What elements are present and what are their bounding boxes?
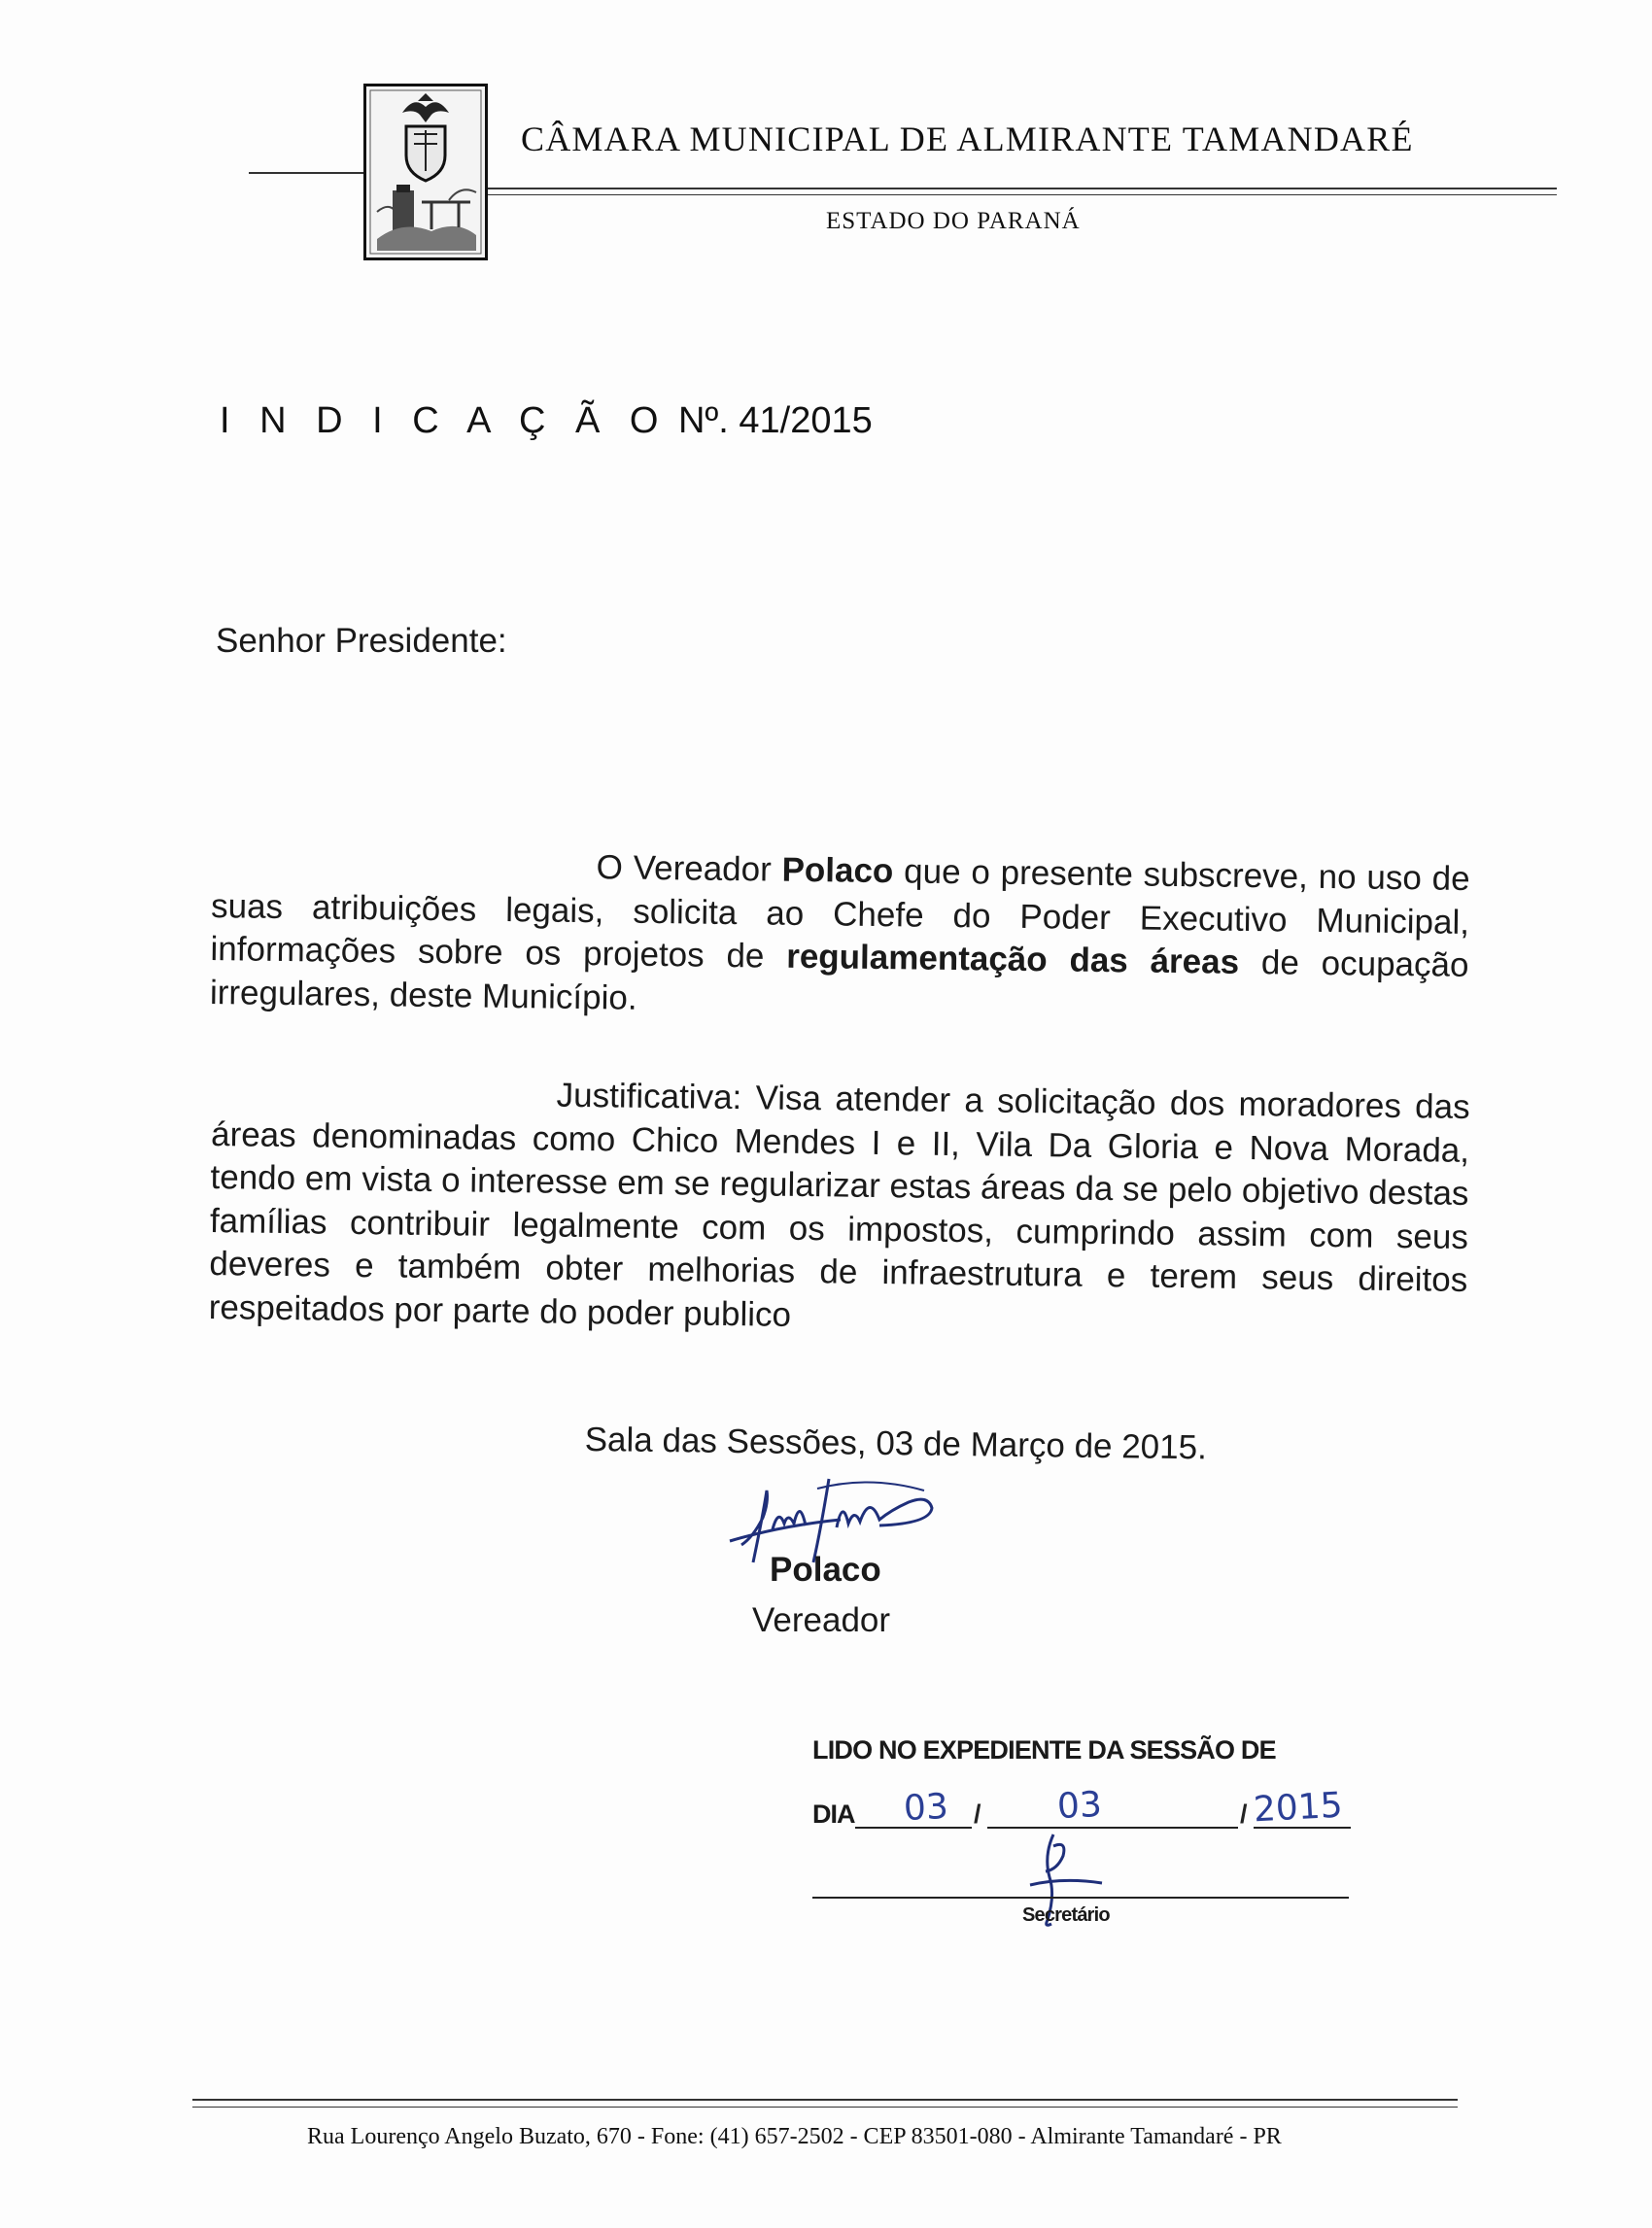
footer-address: Rua Lourenço Angelo Buzato, 670 - Fone: (41) 657-2502 - CEP 83501-080 - Almirante Tamandaré - PR bbox=[307, 2124, 1282, 2149]
letterhead-rule-right bbox=[488, 188, 1557, 189]
place-and-date: Sala das Sessões, 03 de Março de 2015. bbox=[584, 1421, 1208, 1467]
state-name: ESTADO DO PARANÁ bbox=[826, 208, 1081, 234]
footer-rule-bottom bbox=[192, 2107, 1458, 2108]
request-paragraph: O Vereador Polaco que o presente subscreve, no uso de suas atribuições legais, solicita ao Chefe do Poder Executivo Municipal, informações sobre os projetos de regulamentação das áreas de ocupação irregulares, deste Município. bbox=[209, 848, 1470, 1017]
stamp-date-separator: / bbox=[974, 1800, 981, 1829]
document-type-label: I N D I C A Ç Ã O bbox=[220, 400, 669, 441]
reading-stamp-day-label: DIA bbox=[812, 1800, 855, 1829]
salutation: Senhor Presidente: bbox=[216, 622, 507, 660]
stamp-day-handwritten: 03 bbox=[902, 1786, 949, 1830]
document-number-value: Nº. 41/2015 bbox=[668, 400, 873, 441]
footer-rule-top bbox=[192, 2099, 1458, 2101]
councilor-name-bold: Polaco bbox=[781, 850, 894, 891]
subject-bold: regulamentação das áreas bbox=[785, 937, 1240, 981]
secretary-signature-line bbox=[812, 1897, 1349, 1899]
signer-name: Polaco bbox=[770, 1551, 881, 1589]
justification-paragraph: Justificativa: Visa atender a solicitação dos moradores das áreas denominadas como Chico Mendes I e II, Vila Da Gloria e Nova Morada, tendo em vista o interesse em se regularizar estas áreas da se pelo objetivo destas famílias contribuir legalmente com os impostos, cumprindo assim com seus deveres e também obter melhorias de infraestrutura e terem seus direitos respeitados por parte do poder publico bbox=[208, 1076, 1470, 1334]
letterhead-rule-left bbox=[249, 172, 363, 174]
institution-name: CÂMARA MUNICIPAL DE ALMIRANTE TAMANDARÉ bbox=[521, 120, 1414, 158]
stamp-month-handwritten: 03 bbox=[1055, 1784, 1103, 1828]
reading-stamp-title: LIDO NO EXPEDIENTE DA SESSÃO DE bbox=[812, 1735, 1276, 1765]
signer-role: Vereador bbox=[752, 1601, 891, 1639]
coat-of-arms-icon bbox=[363, 84, 488, 260]
letterhead-rule-right-thin bbox=[488, 194, 1557, 195]
document-number bbox=[220, 400, 873, 442]
secretary-label: Secretário bbox=[1022, 1904, 1110, 1926]
stamp-date-separator: / bbox=[1240, 1800, 1248, 1829]
stamp-year-handwritten: 2015 bbox=[1252, 1785, 1344, 1831]
